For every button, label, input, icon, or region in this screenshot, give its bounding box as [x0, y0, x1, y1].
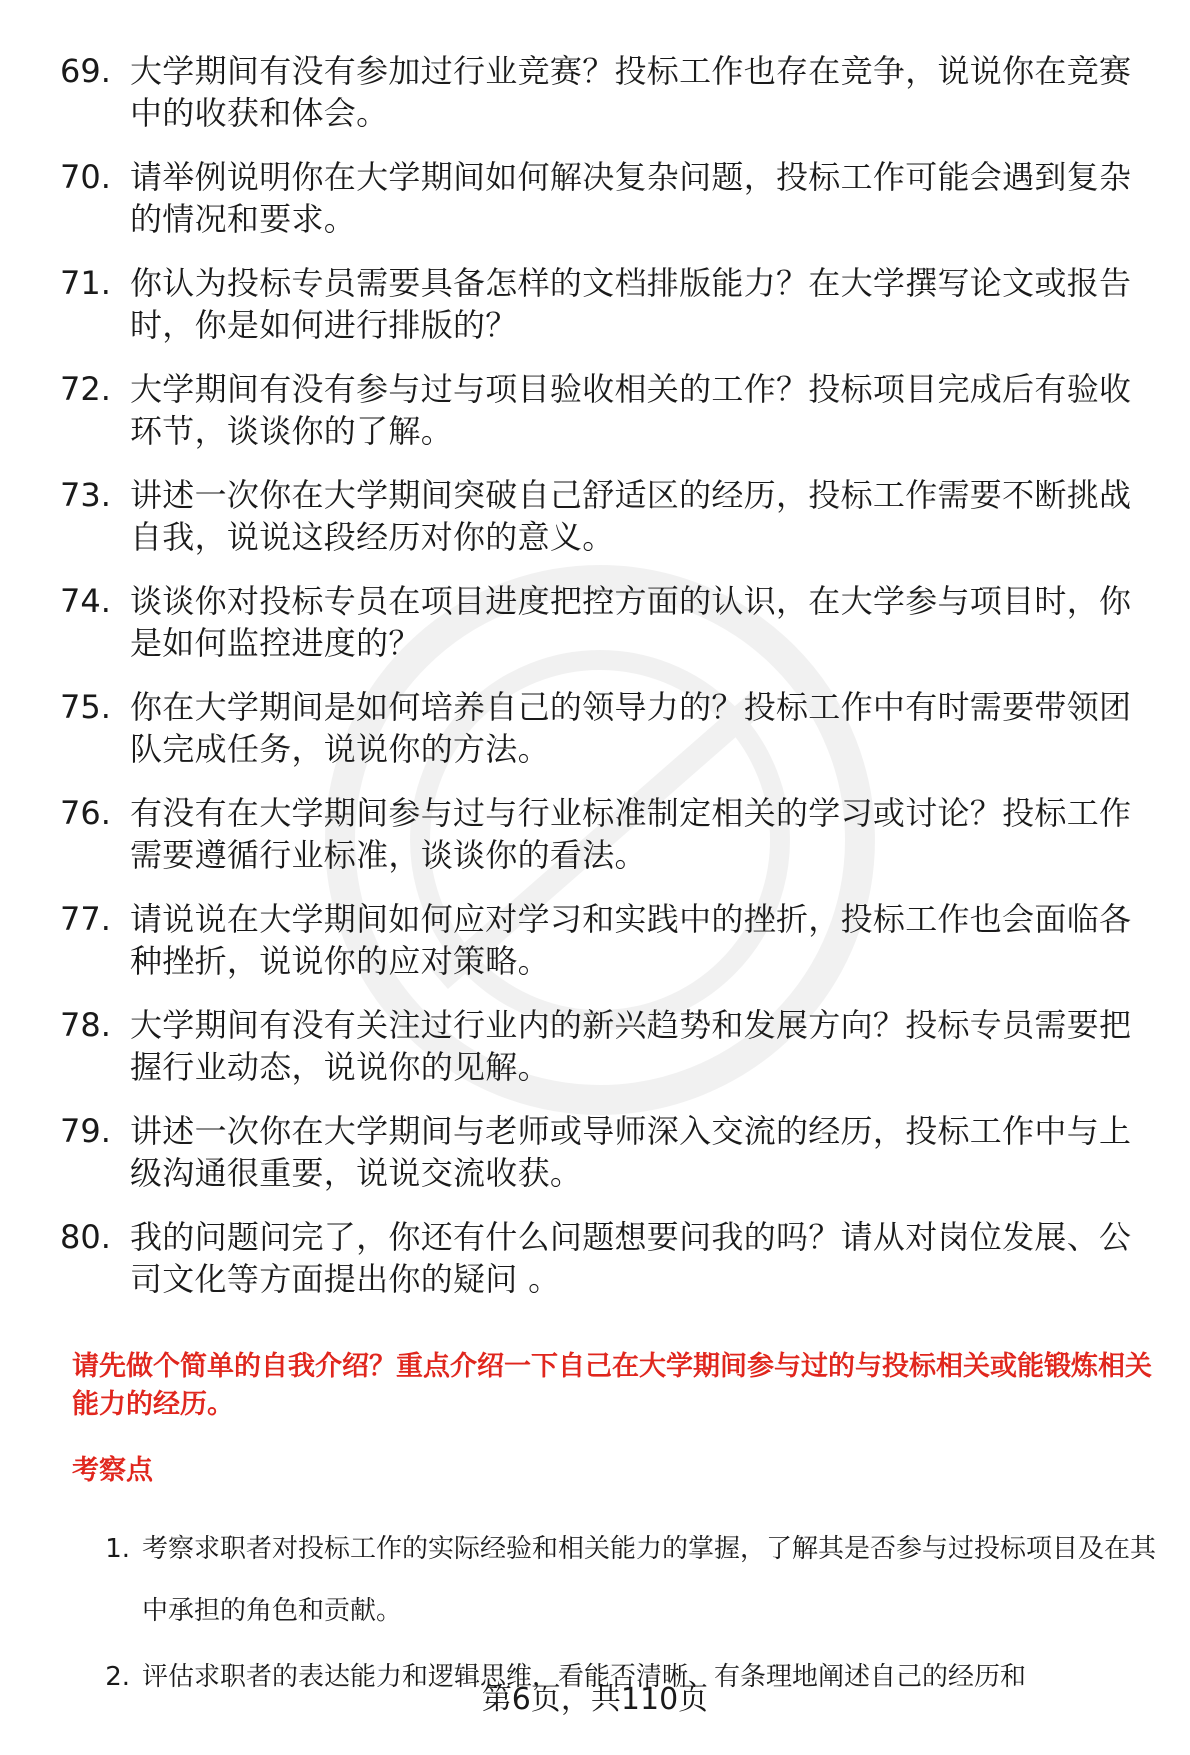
question-number: 72.: [60, 370, 111, 408]
question-item: [60, 792, 1160, 876]
question-item: [60, 368, 1160, 452]
highlight-question: 请先做个简单的自我介绍？重点介绍一下自己在大学期间参与过的与投标相关或能锻炼相关能力的经历。: [72, 1351, 1152, 1420]
question-number: 70.: [60, 158, 111, 196]
question-item: [60, 686, 1160, 770]
question-number: 74.: [60, 582, 111, 620]
point-text: 评估求职者的表达能力和逻辑思维，看能否清晰、有条理地阐述自己的经历和: [142, 1662, 1027, 1692]
question-number: 78.: [60, 1006, 111, 1044]
section-title: 考察点: [72, 1455, 153, 1486]
question-text: 你在大学期间是如何培养自己的领导力的？投标工作中有时需要带领团队完成任务，说说你的方法。: [130, 688, 1132, 768]
question-list: [60, 50, 1160, 1322]
question-number: 76.: [60, 794, 111, 832]
point-text: 考察求职者对投标工作的实际经验和相关能力的掌握，了解其是否参与过投标项目及在其中承担的角色和贡献。: [142, 1534, 1157, 1626]
question-number: 77.: [60, 900, 111, 938]
question-text: 讲述一次你在大学期间突破自己舒适区的经历，投标工作需要不断挑战自我，说说这段经历对你的意义。: [130, 476, 1132, 556]
point-item: [82, 1518, 1160, 1642]
question-number: 75.: [60, 688, 111, 726]
question-item: [60, 262, 1160, 346]
question-number: 79.: [60, 1112, 111, 1150]
question-item: [60, 1004, 1160, 1088]
question-item: [60, 580, 1160, 664]
question-text: 大学期间有没有参加过行业竞赛？投标工作也存在竞争，说说你在竞赛中的收获和体会。: [130, 52, 1132, 132]
question-text: 你认为投标专员需要具备怎样的文档排版能力？在大学撰写论文或报告时，你是如何进行排版的？: [130, 264, 1132, 344]
question-text: 讲述一次你在大学期间与老师或导师深入交流的经历，投标工作中与上级沟通很重要，说说交流收获。: [130, 1112, 1132, 1192]
question-item: [60, 156, 1160, 240]
question-item: [60, 898, 1160, 982]
page-footer: 第6页，共110页: [481, 1682, 709, 1717]
point-number: 2.: [105, 1662, 130, 1692]
question-text: 谈谈你对投标专员在项目进度把控方面的认识，在大学参与项目时，你是如何监控进度的？: [130, 582, 1132, 662]
question-item: [60, 1110, 1160, 1194]
question-item: [60, 1216, 1160, 1300]
point-number: 1.: [105, 1534, 130, 1564]
question-item: [60, 50, 1160, 134]
question-number: 71.: [60, 264, 111, 302]
question-text: 请说说在大学期间如何应对学习和实践中的挫折，投标工作也会面临各种挫折，说说你的应对策略。: [130, 900, 1132, 980]
question-text: 有没有在大学期间参与过与行业标准制定相关的学习或讨论？投标工作需要遵循行业标准，谈谈你的看法。: [130, 794, 1132, 874]
question-text: 我的问题问完了，你还有什么问题想要问我的吗？请从对岗位发展、公司文化等方面提出你的疑问 。: [130, 1218, 1132, 1298]
question-number: 69.: [60, 52, 111, 90]
question-item: [60, 474, 1160, 558]
question-text: 大学期间有没有关注过行业内的新兴趋势和发展方向？投标专员需要把握行业动态，说说你的见解。: [130, 1006, 1132, 1086]
question-text: 请举例说明你在大学期间如何解决复杂问题，投标工作可能会遇到复杂的情况和要求。: [130, 158, 1132, 238]
question-text: 大学期间有没有参与过与项目验收相关的工作？投标项目完成后有验收环节，谈谈你的了解。: [130, 370, 1132, 450]
question-number: 80.: [60, 1218, 111, 1256]
question-number: 73.: [60, 476, 111, 514]
